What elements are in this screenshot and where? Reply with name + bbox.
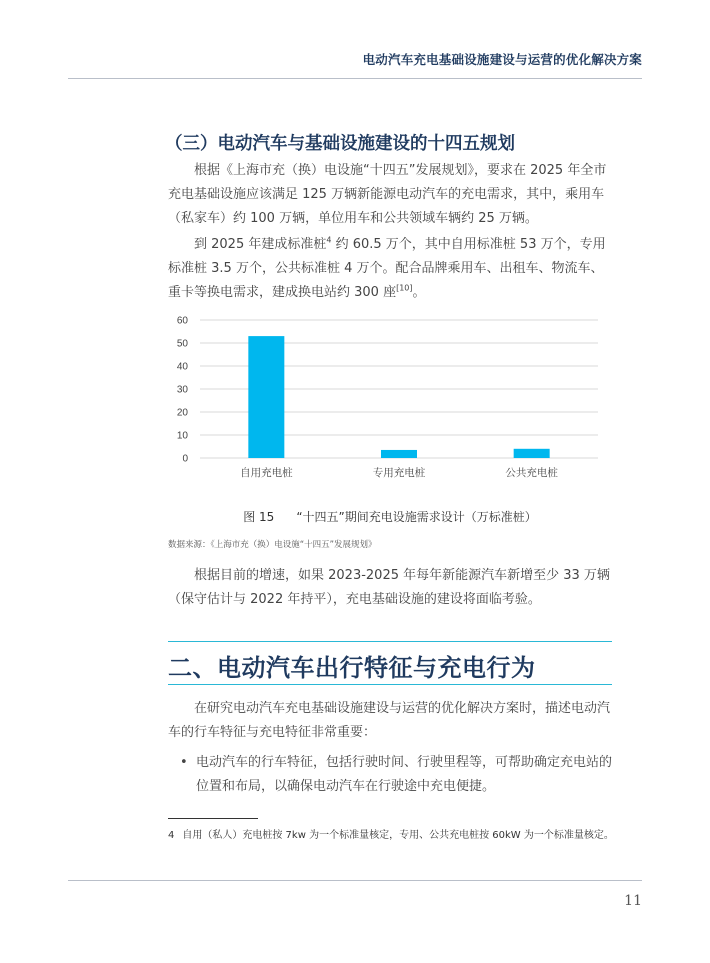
bar-chart-svg: [168, 312, 612, 492]
bullet-text: 电动汽车的行车特征，包括行驶时间、行驶里程等，可帮助确定充电站的位置和布局，以确保电动汽车在行驶途中充电便捷。: [196, 755, 613, 794]
header-divider: [68, 78, 642, 79]
paragraph-text: 根据《上海市充（换）电设施“十四五”发展规划》，要求在 2025 年全市充电基础设施应该满足 125 万辆新能源电动汽车的充电需求，其中，乘用车（私家车）约 100 万辆，单位用车和公共领域车辆约 25 万辆。: [168, 163, 607, 226]
bar: [381, 450, 417, 458]
paragraph-text-c: 。: [412, 285, 426, 300]
bar: [248, 336, 284, 458]
footnote-text: 自用（私人）充电桩按 7kw 为一个标准量核定，专用、公共充电桩按 60kW 为一个标准量核定。: [182, 830, 614, 841]
y-tick-label: 10: [176, 430, 188, 442]
footer-divider: [68, 880, 642, 881]
x-tick-label: 公共充电桩: [505, 467, 558, 479]
page-number: 11: [624, 893, 642, 909]
paragraph-text-b: 约 60.5 万个，其中自用标准桩 53 万个，专用标准桩 3.5 万个，公共标准桩 4 万个。配合品牌乘用车、出租车、物流车、重卡等换电需求，建成换电站约 300 座: [168, 237, 606, 300]
paragraph-text: 根据目前的增速，如果 2023-2025 年每年新能源汽车新增至少 33 万辆（保守估计与 2022 年持平），充电基础设施的建设将面临考验。: [168, 568, 610, 607]
footnote: [168, 826, 618, 841]
figure-title: “十四五”期间充电设施需求设计（万标准桩）: [296, 510, 537, 524]
paragraph-plan-target: [168, 159, 612, 231]
bullet-dot-icon: •: [180, 755, 188, 770]
figure-source: 数据来源：《上海市充（换）电设施“十四五”发展规划》: [168, 540, 377, 550]
paragraph-standard-piles: [168, 233, 612, 305]
y-tick-label: 60: [176, 315, 188, 327]
paragraph-text-a: 到 2025 年建成标准桩: [194, 237, 327, 252]
paragraph-text: 在研究电动汽车充电基础设施建设与运营的优化解决方案时，描述电动汽车的行车特征与充电特征非常重要：: [168, 701, 611, 740]
section-heading: （三）电动汽车与基础设施建设的十四五规划: [165, 134, 515, 154]
figure-number: 图 15: [243, 510, 275, 524]
x-tick-label: 专用充电桩: [372, 467, 426, 479]
footnote-divider: [168, 818, 258, 819]
y-tick-label: 30: [176, 384, 188, 396]
chapter-divider-top: [168, 641, 612, 642]
bar: [514, 449, 550, 458]
y-tick-label: 50: [176, 338, 188, 350]
bar-chart: [168, 312, 612, 492]
footnote-number: 4: [168, 830, 175, 841]
running-header: 电动汽车充电基础设施建设与运营的优化解决方案: [362, 52, 642, 67]
chapter-heading: 二、电动汽车出行特征与充电行为: [168, 654, 536, 682]
figure-caption: [168, 508, 612, 525]
paragraph-growth-outlook: [168, 564, 612, 612]
y-tick-label: 40: [176, 361, 188, 373]
bullet-item: [180, 751, 613, 799]
x-tick-label: 自用充电桩: [240, 467, 293, 479]
y-tick-label: 0: [182, 453, 188, 465]
footnote-marker[interactable]: 4: [326, 235, 332, 245]
chapter-divider-bottom: [168, 684, 612, 685]
paragraph-chapter-intro: [168, 697, 612, 745]
y-tick-label: 20: [176, 407, 188, 419]
citation-marker[interactable]: [10]: [396, 283, 413, 293]
